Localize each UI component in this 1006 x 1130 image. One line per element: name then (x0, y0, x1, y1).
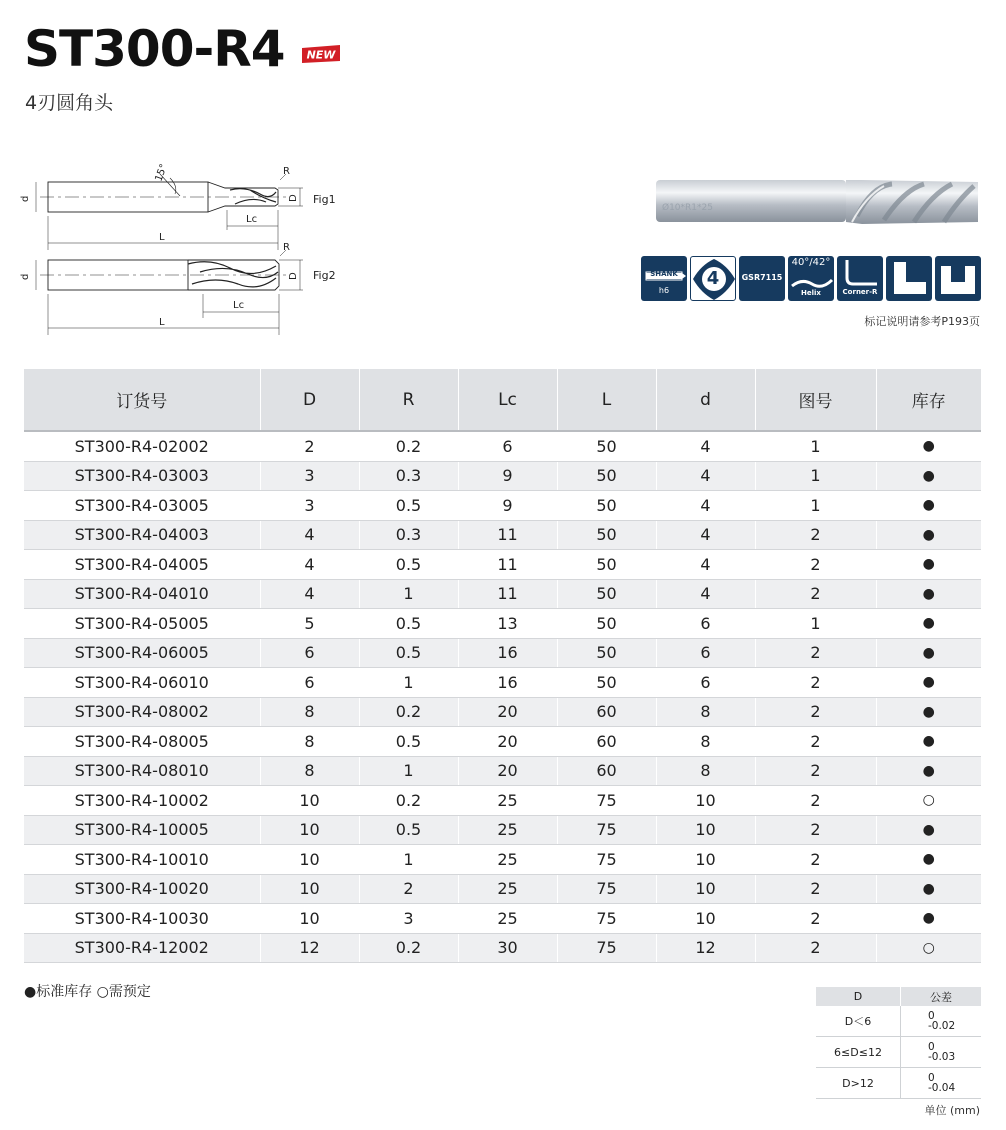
table-cell: 16 (458, 638, 557, 668)
table-cell: 2 (755, 845, 876, 875)
table-cell: ST300-R4-08002 (24, 697, 260, 727)
tol-header-tolerance: 公差 (901, 987, 982, 1006)
table-cell: 75 (557, 815, 656, 845)
corner-r-text: Corner-R (842, 288, 878, 296)
table-cell: 0.5 (359, 609, 458, 639)
table-cell: 50 (557, 638, 656, 668)
table-cell: 4 (656, 461, 755, 491)
tolerance-value (901, 1068, 982, 1099)
header-order-no: 订货号 (24, 369, 260, 431)
table-row (24, 638, 981, 668)
table-cell: 0.2 (359, 786, 458, 816)
helix-angle-text: 40°/42° (791, 257, 831, 268)
dim-D-label-2: D (288, 272, 299, 280)
table-cell: ● (876, 431, 981, 461)
table-cell: 25 (458, 845, 557, 875)
table-row (24, 520, 981, 550)
dim-lc-label-1: Lc (246, 214, 258, 225)
table-cell: 1 (359, 756, 458, 786)
table-cell: 0.2 (359, 697, 458, 727)
table-cell: 11 (458, 579, 557, 609)
table-cell: 0.3 (359, 520, 458, 550)
shank-text: SHANK (650, 270, 678, 278)
header-fig-no: 图号 (755, 369, 876, 431)
table-cell: 60 (557, 756, 656, 786)
table-cell: 4 (260, 550, 359, 580)
fig1-label: Fig1 (313, 193, 336, 206)
table-cell: 2 (755, 727, 876, 757)
photo-engraving: Ø10*R1*25 (662, 203, 713, 213)
table-cell: 1 (755, 461, 876, 491)
tolerance-range: D＜6 (816, 1006, 901, 1037)
table-cell: 2 (755, 579, 876, 609)
table-row (24, 845, 981, 875)
table-row (24, 668, 981, 698)
table-cell: 50 (557, 668, 656, 698)
table-cell: ST300-R4-10020 (24, 874, 260, 904)
table-cell: 2 (755, 638, 876, 668)
table-cell: 60 (557, 697, 656, 727)
new-badge (300, 44, 342, 64)
table-cell: ST300-R4-04010 (24, 579, 260, 609)
table-cell: 0.5 (359, 815, 458, 845)
table-cell: 1 (359, 845, 458, 875)
end-mill-photo (652, 176, 980, 228)
table-cell: 2 (260, 431, 359, 461)
flute-count-text: 4 (706, 268, 720, 289)
header-d: d (656, 369, 755, 431)
header-R: R (359, 369, 458, 431)
tol-header-D: D (816, 987, 901, 1006)
tolerance-table-body (816, 1006, 981, 1099)
table-cell: 20 (458, 727, 557, 757)
table-cell: ● (876, 638, 981, 668)
table-cell: 8 (656, 756, 755, 786)
table-cell: ST300-R4-08010 (24, 756, 260, 786)
table-row (24, 579, 981, 609)
table-cell: 10 (656, 786, 755, 816)
table-cell: 50 (557, 609, 656, 639)
table-cell: ● (876, 756, 981, 786)
table-cell: ● (876, 815, 981, 845)
tolerance-lower: -0.03 (928, 1051, 956, 1063)
tolerance-value (901, 1006, 982, 1037)
stock-legend: ●标准库存 ○需预定 (24, 984, 151, 1000)
table-cell: 1 (359, 579, 458, 609)
table-cell: ● (876, 520, 981, 550)
table-cell: 75 (557, 874, 656, 904)
table-row (24, 904, 981, 934)
tolerance-upper: 0 (928, 1041, 935, 1053)
tolerance-table (816, 987, 981, 1099)
table-row (24, 933, 981, 963)
table-cell: 1 (755, 609, 876, 639)
table-cell: 8 (260, 727, 359, 757)
table-cell: 5 (260, 609, 359, 639)
table-cell: 2 (755, 550, 876, 580)
table-cell: 25 (458, 874, 557, 904)
table-cell: ● (876, 904, 981, 934)
tool-dimension-diagram (20, 160, 350, 340)
table-cell: 75 (557, 904, 656, 934)
table-cell: 50 (557, 579, 656, 609)
table-cell: 1 (755, 431, 876, 461)
table-cell: ST300-R4-08005 (24, 727, 260, 757)
table-cell: 0.5 (359, 727, 458, 757)
table-cell: 10 (260, 904, 359, 934)
feature-icons (641, 256, 981, 301)
table-cell: ○ (876, 786, 981, 816)
table-cell: 6 (656, 668, 755, 698)
table-cell: 10 (656, 874, 755, 904)
dim-D-label-1: D (288, 194, 299, 202)
table-cell: ● (876, 697, 981, 727)
table-row (24, 550, 981, 580)
table-cell: 1 (755, 491, 876, 521)
table-cell: 4 (656, 491, 755, 521)
dim-lc-label-2: Lc (233, 300, 245, 311)
table-cell: 2 (755, 697, 876, 727)
table-cell: 10 (260, 874, 359, 904)
table-cell: 25 (458, 786, 557, 816)
table-cell: 2 (755, 668, 876, 698)
table-cell: ST300-R4-06005 (24, 638, 260, 668)
table-row (24, 609, 981, 639)
table-row (24, 786, 981, 816)
table-cell: 10 (656, 904, 755, 934)
tolerance-row (816, 1006, 981, 1037)
table-cell: 13 (458, 609, 557, 639)
shank-tolerance-text: h6 (658, 286, 670, 295)
table-cell: 2 (755, 756, 876, 786)
table-cell: 1 (359, 668, 458, 698)
table-cell: 2 (359, 874, 458, 904)
dim-angle-label: 15° (153, 162, 170, 184)
header-L: L (557, 369, 656, 431)
table-cell: 10 (260, 815, 359, 845)
spec-table (24, 369, 981, 963)
table-cell: 50 (557, 520, 656, 550)
table-cell: 0.2 (359, 933, 458, 963)
table-cell: 10 (656, 815, 755, 845)
table-cell: 8 (260, 697, 359, 727)
table-cell: 75 (557, 786, 656, 816)
table-cell: 6 (656, 609, 755, 639)
table-cell: 75 (557, 845, 656, 875)
table-row (24, 874, 981, 904)
table-cell: 2 (755, 933, 876, 963)
table-cell: ST300-R4-03003 (24, 461, 260, 491)
page-title: ST300-R4 (24, 20, 285, 78)
dim-d-label-2: d (20, 273, 31, 280)
table-row (24, 491, 981, 521)
table-cell: 0.5 (359, 491, 458, 521)
fig2-label: Fig2 (313, 269, 336, 282)
tolerance-lower: -0.02 (928, 1020, 956, 1032)
table-cell: 25 (458, 815, 557, 845)
table-cell: 20 (458, 756, 557, 786)
table-row (24, 697, 981, 727)
table-cell: 4 (656, 520, 755, 550)
table-cell: 16 (458, 668, 557, 698)
table-cell: 0.5 (359, 638, 458, 668)
table-cell: 6 (260, 638, 359, 668)
header-D: D (260, 369, 359, 431)
dim-r-label-1: R (283, 166, 290, 177)
table-cell: 4 (656, 431, 755, 461)
tolerance-lower: -0.04 (928, 1082, 956, 1094)
table-cell: 4 (656, 550, 755, 580)
table-cell: ● (876, 550, 981, 580)
coating-text: GSR7115 (741, 273, 783, 282)
table-cell: ST300-R4-04005 (24, 550, 260, 580)
dim-d-label-1: d (20, 195, 31, 202)
table-cell: ST300-R4-10005 (24, 815, 260, 845)
tolerance-row (816, 1037, 981, 1068)
table-cell: 30 (458, 933, 557, 963)
four-flute-icon (690, 256, 736, 301)
table-cell: 0.2 (359, 431, 458, 461)
new-badge-text: NEW (306, 48, 336, 62)
table-cell: 12 (656, 933, 755, 963)
table-cell: 25 (458, 904, 557, 934)
tolerance-upper: 0 (928, 1010, 935, 1022)
table-cell: 2 (755, 904, 876, 934)
header-Lc: Lc (458, 369, 557, 431)
table-cell: ● (876, 727, 981, 757)
table-header-row (24, 369, 981, 431)
table-cell: 4 (260, 520, 359, 550)
slotting-icon (935, 256, 981, 301)
table-cell: 50 (557, 461, 656, 491)
table-cell: 2 (755, 786, 876, 816)
table-cell: 6 (656, 638, 755, 668)
unit-note: 单位 (mm) (924, 1104, 980, 1117)
table-cell: 3 (260, 491, 359, 521)
table-row (24, 461, 981, 491)
table-cell: 75 (557, 933, 656, 963)
table-cell: 50 (557, 550, 656, 580)
tolerance-range: D>12 (816, 1068, 901, 1099)
table-cell: ST300-R4-12002 (24, 933, 260, 963)
table-cell: 6 (260, 668, 359, 698)
side-milling-icon (886, 256, 932, 301)
table-cell: ● (876, 579, 981, 609)
table-cell: 6 (458, 431, 557, 461)
gsr-coating-icon (739, 256, 785, 301)
table-cell: 20 (458, 697, 557, 727)
tolerance-range: 6≤D≤12 (816, 1037, 901, 1068)
table-cell: 8 (656, 697, 755, 727)
corner-r-icon (837, 256, 883, 301)
table-row (24, 431, 981, 461)
table-cell: 9 (458, 491, 557, 521)
table-cell: ● (876, 874, 981, 904)
table-cell: ST300-R4-10010 (24, 845, 260, 875)
table-cell: ● (876, 668, 981, 698)
table-cell: 10 (260, 845, 359, 875)
table-cell: ST300-R4-05005 (24, 609, 260, 639)
table-cell: 50 (557, 431, 656, 461)
table-cell: ST300-R4-02002 (24, 431, 260, 461)
table-cell: 0.3 (359, 461, 458, 491)
spec-table-body (24, 431, 981, 963)
table-cell: 2 (755, 815, 876, 845)
table-row (24, 815, 981, 845)
table-cell: 11 (458, 550, 557, 580)
table-cell: 3 (260, 461, 359, 491)
page-subtitle: 4刃圆角头 (25, 92, 114, 114)
table-cell: 10 (260, 786, 359, 816)
table-cell: 0.5 (359, 550, 458, 580)
header-stock: 库存 (876, 369, 981, 431)
table-cell: 4 (656, 579, 755, 609)
table-cell: 3 (359, 904, 458, 934)
table-cell: ○ (876, 933, 981, 963)
table-cell: ST300-R4-10002 (24, 786, 260, 816)
dim-r-label-2: R (283, 242, 290, 253)
table-cell: ● (876, 845, 981, 875)
tolerance-upper: 0 (928, 1072, 935, 1084)
table-cell: 11 (458, 520, 557, 550)
helix-icon (788, 256, 834, 301)
table-cell: ST300-R4-04003 (24, 520, 260, 550)
table-cell: ST300-R4-03005 (24, 491, 260, 521)
dim-l-label-2: L (159, 317, 165, 328)
table-cell: 8 (656, 727, 755, 757)
shank-h6-icon (641, 256, 687, 301)
icon-reference-note: 标记说明请参考P193页 (864, 315, 980, 328)
table-cell: 50 (557, 491, 656, 521)
dim-l-label-1: L (159, 232, 165, 243)
table-cell: ● (876, 461, 981, 491)
table-cell: 2 (755, 520, 876, 550)
table-cell: 2 (755, 874, 876, 904)
table-row (24, 756, 981, 786)
table-cell: ● (876, 491, 981, 521)
table-row (24, 727, 981, 757)
table-cell: 10 (656, 845, 755, 875)
tolerance-value (901, 1037, 982, 1068)
table-cell: 12 (260, 933, 359, 963)
helix-text: Helix (801, 289, 821, 297)
table-cell: ST300-R4-06010 (24, 668, 260, 698)
tolerance-row (816, 1068, 981, 1099)
table-cell: 9 (458, 461, 557, 491)
table-cell: 8 (260, 756, 359, 786)
table-cell: 4 (260, 579, 359, 609)
table-cell: 60 (557, 727, 656, 757)
table-cell: ST300-R4-10030 (24, 904, 260, 934)
table-cell: ● (876, 609, 981, 639)
